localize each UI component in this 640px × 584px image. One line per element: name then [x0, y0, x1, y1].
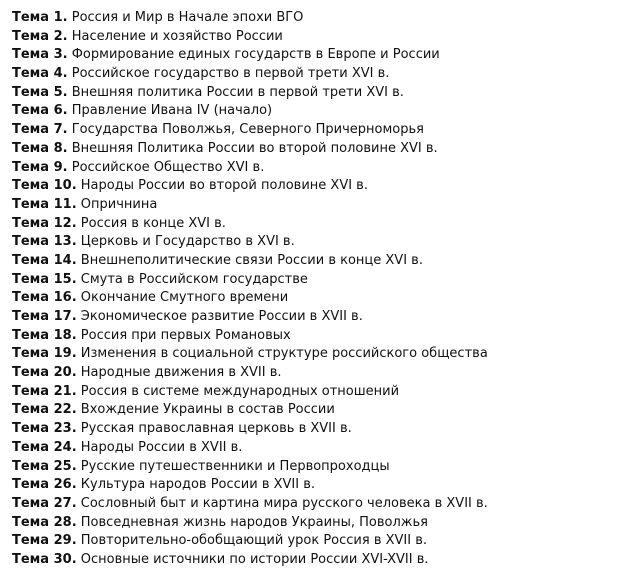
topic-number: Тема 15. [12, 271, 77, 287]
topic-title: Русская православная церковь в XVII в. [80, 421, 352, 437]
topic-title: Окончание Смутного времени [80, 290, 289, 306]
topic-item [12, 514, 632, 533]
topic-item [12, 532, 632, 551]
topic-title: Русские путешественники и Первопроходцы [80, 458, 390, 474]
topic-number: Тема 24. [12, 439, 77, 455]
topic-number: Тема 17. [12, 309, 77, 324]
topic-title: Внешняя Политика России во второй половине XVI в. [71, 140, 438, 156]
topic-item [12, 102, 632, 121]
topic-title: Смута в Российском государстве [80, 271, 308, 287]
topic-number: Тема 12. [12, 215, 77, 231]
topic-number: Тема 30. [12, 551, 77, 567]
topic-item [12, 9, 632, 28]
topic-item [12, 140, 632, 159]
topic-item [12, 439, 632, 458]
topic-number: Тема 10. [12, 178, 77, 194]
topic-title: Россия в конце XVI в. [80, 215, 226, 231]
topic-item [12, 177, 632, 196]
topic-title: Культура народов России в XVII в. [80, 477, 316, 493]
topic-number: Тема 21. [12, 383, 77, 399]
topic-number: Тема 23. [12, 421, 77, 437]
topic-item [12, 84, 632, 103]
topic-item [12, 289, 632, 308]
topic-item [12, 28, 632, 47]
topic-number: Тема 20. [12, 365, 77, 381]
topic-item [12, 327, 632, 346]
topic-number: Тема 2. [12, 28, 68, 44]
topic-item [12, 46, 632, 65]
topic-item [12, 65, 632, 84]
topic-item [12, 458, 632, 477]
topic-title: Население и хозяйство России [71, 28, 283, 44]
topic-title: Россия и Мир в Начале эпохи ВГО [71, 10, 304, 25]
topic-number: Тема 28. [12, 514, 77, 530]
topic-title: Внешнеполитические связи России в конце XVI в. [80, 252, 423, 268]
topic-number: Тема 9. [12, 159, 68, 175]
topic-number: Тема 18. [12, 327, 77, 343]
topic-title: Народы России в XVII в. [80, 439, 243, 455]
topic-title: Основные источники по истории России XVI-XVII в. [80, 551, 429, 567]
topic-item [12, 345, 632, 364]
topic-number: Тема 1. [12, 10, 68, 25]
topic-title: Народы России во второй половине XVI в. [80, 178, 368, 194]
topic-title: Повседневная жизнь народов Украины, Поволжья [80, 514, 428, 530]
topic-number: Тема 14. [12, 252, 77, 268]
topic-item [12, 364, 632, 383]
topic-item [12, 420, 632, 439]
topic-title: Народные движения в XVII в. [80, 365, 282, 381]
topic-title: Экономическое развитие России в XVII в. [80, 309, 363, 324]
topic-item [12, 196, 632, 215]
topic-item [12, 308, 632, 327]
topic-item [12, 121, 632, 140]
topic-item [12, 252, 632, 271]
topic-number: Тема 22. [12, 402, 77, 418]
topic-title: Государства Поволжья, Северного Причерноморья [71, 122, 424, 138]
topic-title: Церковь и Государство в XVI в. [80, 234, 295, 250]
topic-item [12, 401, 632, 420]
topic-title: Изменения в социальной структуре российского общества [80, 346, 488, 362]
topic-number: Тема 4. [12, 66, 68, 82]
topic-item [12, 233, 632, 252]
topic-item [12, 495, 632, 514]
topic-list [12, 9, 632, 570]
topic-title: Россия в системе международных отношений [80, 383, 400, 399]
topic-number: Тема 7. [12, 122, 68, 138]
topic-item [12, 271, 632, 290]
topic-title: Российское Общество XVI в. [71, 159, 265, 175]
topic-item [12, 476, 632, 495]
topic-title: Повторительно-обобщающий урок Россия в XVII в. [80, 533, 428, 549]
topic-number: Тема 25. [12, 458, 77, 474]
topic-title: Внешняя политика России в первой трети XVI в. [71, 84, 404, 100]
topic-title: Сословный быт и картина мира русского человека в XVII в. [80, 495, 488, 511]
topic-number: Тема 19. [12, 346, 77, 362]
topic-item [12, 215, 632, 234]
topic-title: Формирование единых государств в Европе и России [71, 47, 440, 63]
topic-number: Тема 8. [12, 140, 68, 156]
topic-number: Тема 16. [12, 290, 77, 306]
topic-number: Тема 3. [12, 47, 68, 63]
topic-number: Тема 6. [12, 103, 68, 119]
topic-item [12, 383, 632, 402]
topic-title: Российское государство в первой трети XVI в. [71, 66, 390, 82]
topic-number: Тема 26. [12, 477, 77, 493]
topic-number: Тема 13. [12, 234, 77, 250]
topic-title: Россия при первых Романовых [80, 327, 291, 343]
topic-item [12, 159, 632, 178]
topic-title: Правление Ивана IV (начало) [71, 103, 273, 119]
topic-number: Тема 29. [12, 533, 77, 549]
topic-number: Тема 27. [12, 495, 77, 511]
topic-title: Вхождение Украины в состав России [80, 402, 335, 418]
topic-title: Опричнина [80, 196, 158, 212]
topic-number: Тема 11. [12, 196, 77, 212]
topic-number: Тема 5. [12, 84, 68, 100]
topic-item [12, 551, 632, 570]
